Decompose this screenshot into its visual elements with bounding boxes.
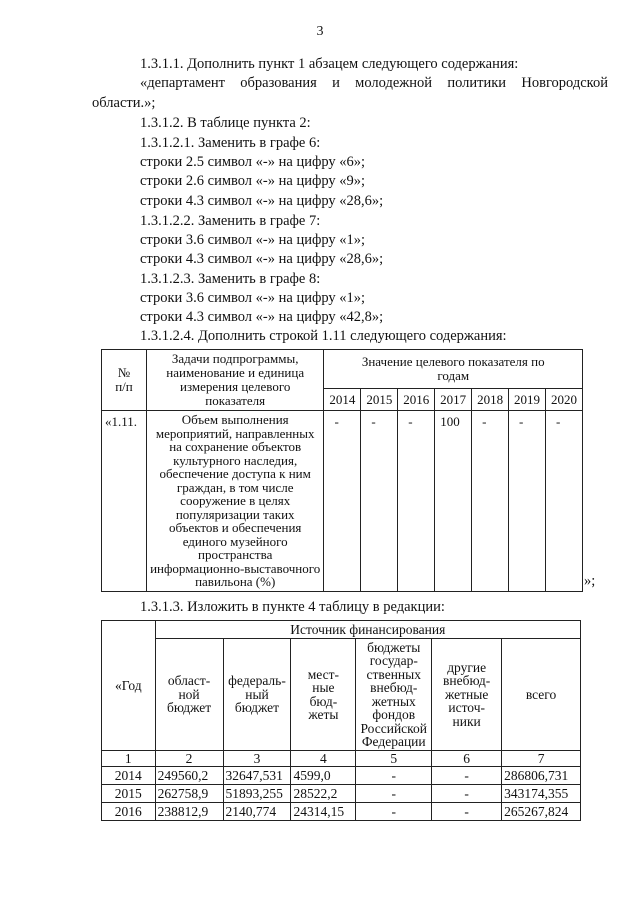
year-header: 2016 (398, 389, 435, 411)
paragraph-line: строки 4.3 символ «-» на цифру «42,8»; (140, 309, 384, 325)
column-header-funds: бюджеты государ-ственных внебюд-жетных фондов Российской Федерации (356, 639, 432, 751)
table-cell: 262758,9 (155, 785, 223, 803)
paragraph-line: строки 3.6 символ «-» на цифру «1»; (140, 290, 366, 306)
table-cell: - (356, 767, 432, 785)
table-cell-year: 2016 (102, 803, 156, 821)
column-number: 5 (356, 751, 432, 767)
paragraph-line: 1.3.1.2.1. Заменить в графе 6: (140, 135, 321, 151)
column-number: 4 (291, 751, 356, 767)
year-header: 2014 (324, 389, 361, 411)
paragraph-line: 1.3.1.3. Изложить в пункте 4 таблицу в редакции: (140, 599, 445, 615)
paragraph-line: строки 2.6 символ «-» на цифру «9»; (140, 173, 366, 189)
paragraph-line: области.»; (92, 95, 156, 111)
column-number: 7 (502, 751, 581, 767)
year-header: 2020 (545, 389, 582, 411)
paragraph-line: 1.3.1.2.2. Заменить в графе 7: (140, 213, 321, 229)
column-header-total: всего (502, 639, 581, 751)
table-cell: - (356, 803, 432, 821)
table-cell: - (432, 803, 502, 821)
closing-quote: »; (584, 573, 596, 589)
column-header-federal: федераль-ный бюджет (223, 639, 291, 751)
column-number: 3 (223, 751, 291, 767)
value-cell: - (398, 411, 435, 592)
value-cell: - (472, 411, 509, 592)
paragraph-line: строки 3.6 символ «-» на цифру «1»; (140, 232, 366, 248)
paragraph-line: строки 2.5 символ «-» на цифру «6»; (140, 154, 366, 170)
column-header-regional: област-ной бюджет (155, 639, 223, 751)
table-cell-year: 2014 (102, 767, 156, 785)
table-cell: - (432, 767, 502, 785)
page-number: 3 (316, 24, 324, 39)
year-header: 2019 (509, 389, 546, 411)
paragraph-line: 1.3.1.2.3. Заменить в графе 8: (140, 271, 321, 287)
paragraph-line: 1.3.1.1. Дополнить пункт 1 абзацем следующего содержания: (140, 56, 519, 72)
column-header-other: другие внебюд-жетные источ-ники (432, 639, 502, 751)
table-cell-year: 2015 (102, 785, 156, 803)
paragraph-line: «департамент образования и молодежной политики Новгородской (140, 75, 608, 91)
column-header-number: № п/п (102, 350, 147, 411)
table-cell: 4599,0 (291, 767, 356, 785)
year-header: 2018 (472, 389, 509, 411)
column-header-year: «Год (102, 621, 156, 751)
value-cell: 100 (435, 411, 472, 592)
paragraph-line: строки 4.3 символ «-» на цифру «28,6»; (140, 251, 384, 267)
column-header-task: Задачи подпрограммы, наименование и единица измерения целевого показателя (146, 350, 324, 411)
value-cell: - (545, 411, 582, 592)
indicator-description: Объем выполнения мероприятий, направленных на сохранение объектов культурного наследия, обеспечение доступа к ним граждан, в том числе сооружение в целях популяризации таких объектов и обеспечения единого музейного пространства информационно-выставочного павильона (%) (146, 411, 324, 592)
table-cell: 51893,255 (223, 785, 291, 803)
table-cell: 28522,2 (291, 785, 356, 803)
table-cell: 238812,9 (155, 803, 223, 821)
column-number: 2 (155, 751, 223, 767)
column-header-source: Источник финансирования (155, 621, 580, 639)
value-cell: - (361, 411, 398, 592)
column-header-values: Значение целевого показателя по годам (324, 350, 583, 389)
year-header: 2017 (435, 389, 472, 411)
table-cell: - (432, 785, 502, 803)
table-cell: 265267,824 (502, 803, 581, 821)
table-cell: - (356, 785, 432, 803)
table-cell: 32647,531 (223, 767, 291, 785)
table-cell: 249560,2 (155, 767, 223, 785)
table-cell: 286806,731 (502, 767, 581, 785)
table-cell: 343174,355 (502, 785, 581, 803)
financing-table (101, 620, 581, 821)
paragraph-line: 1.3.1.2. В таблице пункта 2: (140, 115, 311, 131)
paragraph-line: 1.3.1.2.4. Дополнить строкой 1.11 следующего содержания: (140, 328, 507, 344)
paragraph-line: строки 4.3 символ «-» на цифру «28,6»; (140, 193, 384, 209)
column-number: 6 (432, 751, 502, 767)
table-cell: 2140,774 (223, 803, 291, 821)
value-cell: - (324, 411, 361, 592)
column-header-local: мест-ные бюд-жеты (291, 639, 356, 751)
column-number: 1 (102, 751, 156, 767)
value-cell: - (509, 411, 546, 592)
row-number: «1.11. (102, 411, 147, 592)
table-cell: 24314,15 (291, 803, 356, 821)
indicator-table (101, 349, 583, 592)
year-header: 2015 (361, 389, 398, 411)
